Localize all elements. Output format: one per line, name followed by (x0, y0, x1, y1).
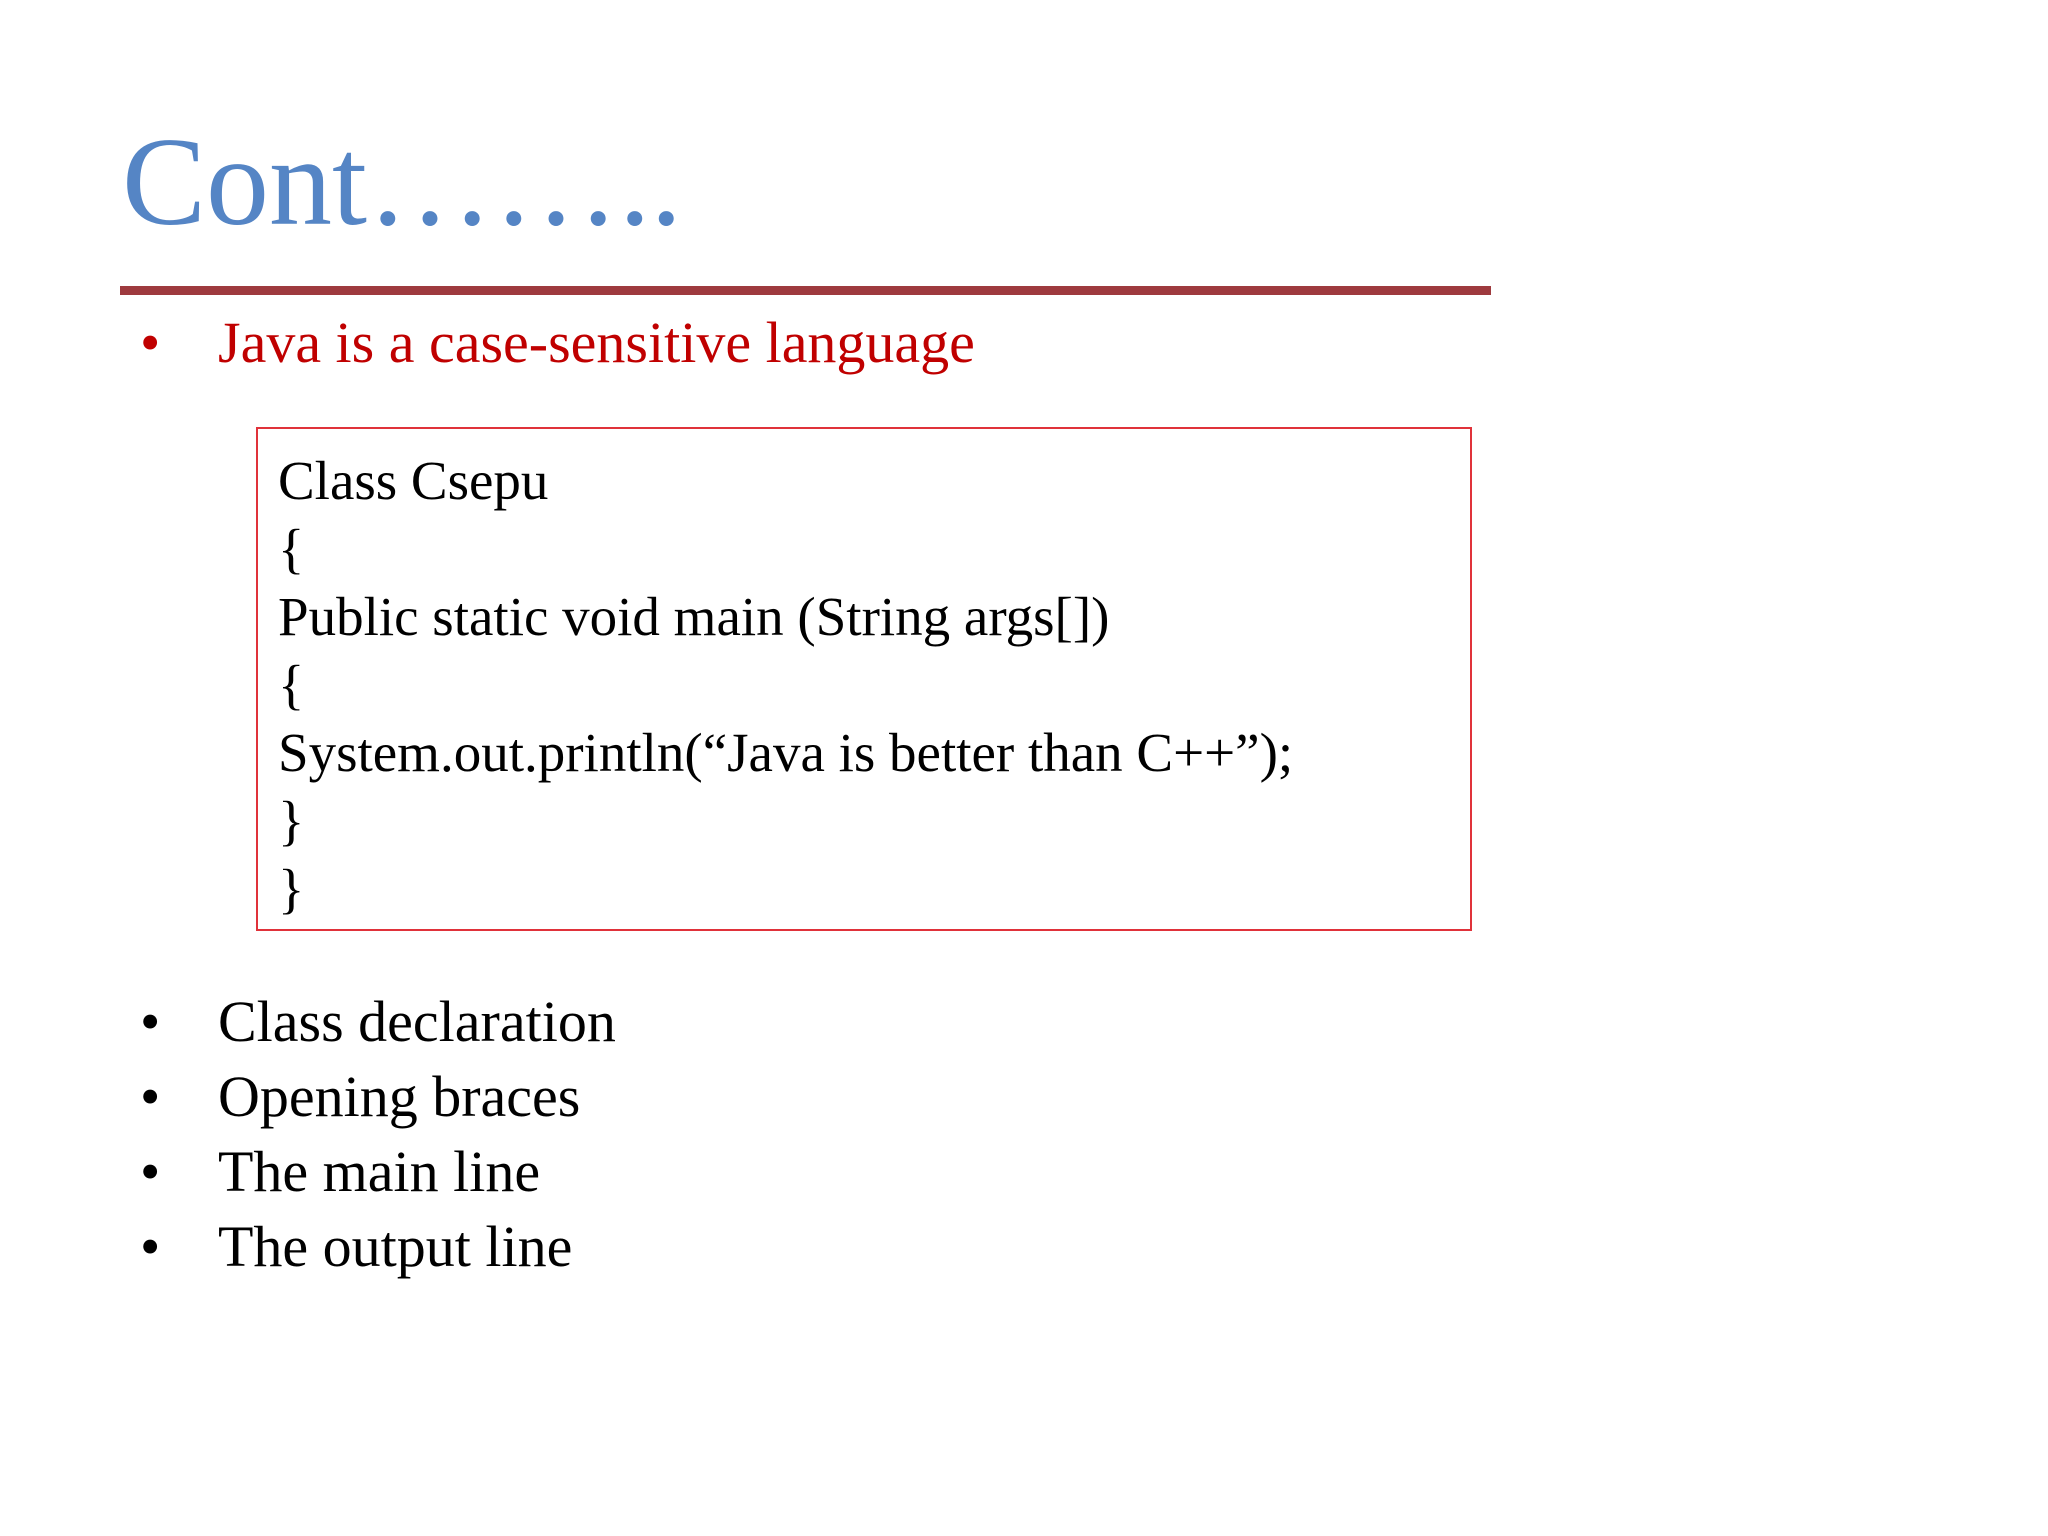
code-line: Public static void main (String args[]) (278, 586, 1110, 647)
code-line: System.out.println(“Java is better than C++”); (278, 722, 1294, 783)
code-line: } (278, 790, 305, 851)
bullet-marker: • (140, 1064, 161, 1129)
bullet-marker: • (140, 989, 161, 1054)
bullet-marker: • (140, 1139, 161, 1204)
list-item-text: Class declaration (218, 989, 616, 1054)
code-line: } (278, 858, 305, 919)
title-underline (120, 286, 1491, 295)
code-snippet-box (256, 427, 1472, 931)
list-item-text: The output line (218, 1214, 573, 1279)
code-line: Class Csepu (278, 450, 549, 511)
list-item-text: Opening braces (218, 1064, 581, 1129)
bullet-marker: • (140, 310, 161, 375)
list-item-text: The main line (218, 1139, 541, 1204)
code-line: { (278, 654, 305, 715)
intro-bullet-text: Java is a case-sensitive language (218, 310, 975, 375)
slide-title: Cont…….. (122, 113, 683, 252)
bullet-marker: • (140, 1214, 161, 1279)
code-line: { (278, 518, 305, 579)
